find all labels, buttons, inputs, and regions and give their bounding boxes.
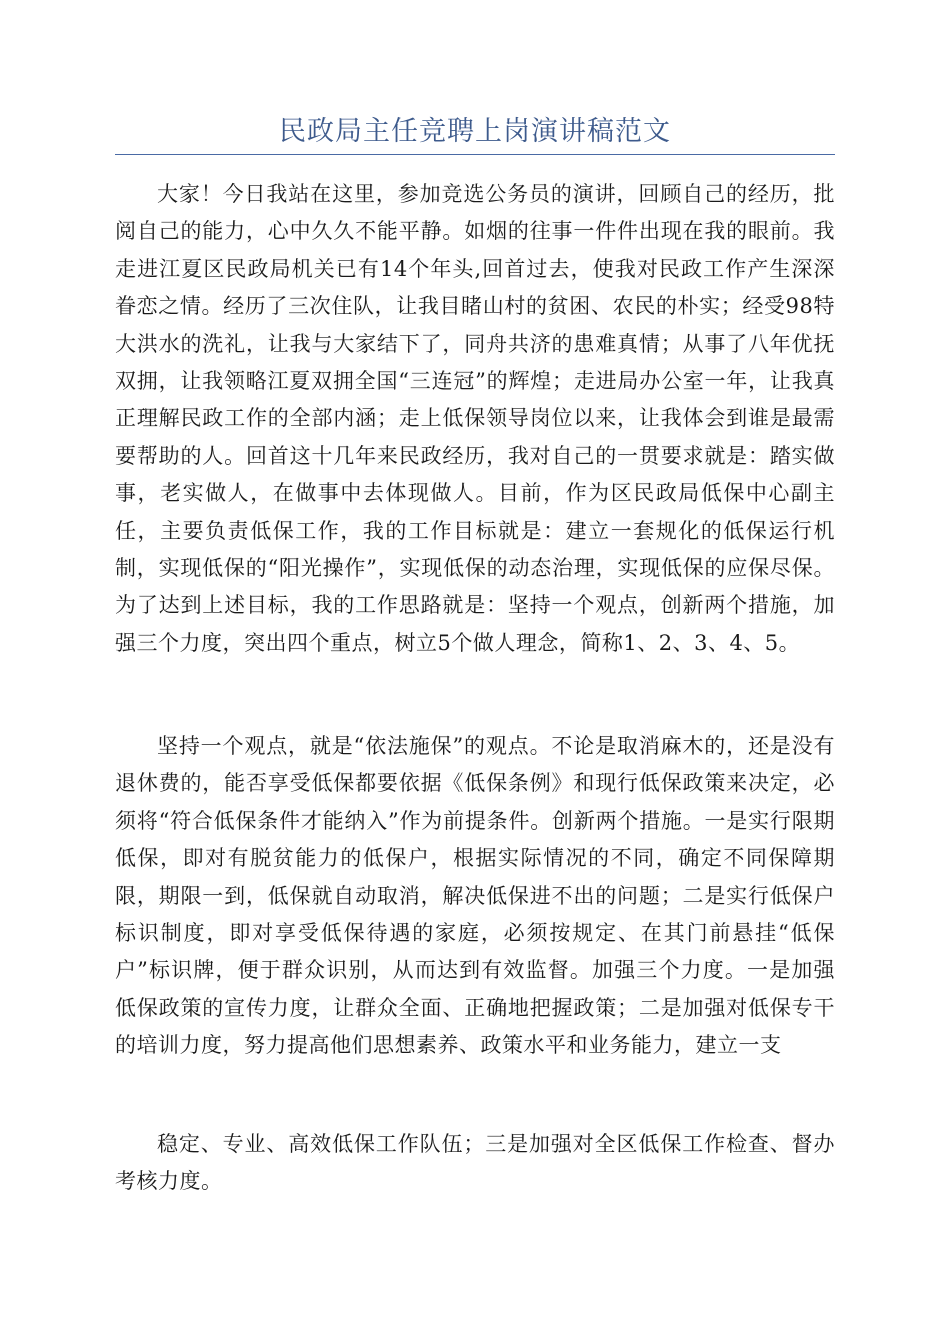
paragraph-1: 大家！今日我站在这里，参加竞选公务员的演讲，回顾自己的经历，批阅自己的能力，心中久久不能平静。如烟的往事一件件出现在我的眼前。我走进江夏区民政局机关已有14个年头,回首过去，使我对民政工作产生深深眷恋之情。经历了三次住队，让我目睹山村的贫困、农民的朴实；经受98特大洪水的洗礼，让我与大家结下了，同舟共济的患难真情；从事了八年优抚双拥，让我领略江夏双拥全国“三连冠”的辉煌；走进局办公室一年，让我真正理解民政工作的全部内涵；走上低保领导岗位以来，让我体会到谁是最需要帮助的人。回首这十几年来民政经历，我对自己的一贯要求就是：踏实做事，老实做人，在做事中去体现做人。目前，作为区民政局低保中心副主任，主要负责低保工作，我的工作目标就是：建立一套规化的低保运行机制，实现低保的“阳光操作”，实现低保的动态治理，实现低保的应保尽保。为了达到上述目标，我的工作思路就是：坚持一个观点，创新两个措施，加强三个力度，突出四个重点，树立5个做人理念，简称1、2、3、4、5。 bbox=[115, 182, 835, 655]
title-underline bbox=[115, 154, 835, 155]
document-title: 民政局主任竞聘上岗演讲稿范文 bbox=[279, 116, 671, 147]
paragraph-3: 稳定、专业、高效低保工作队伍；三是加强对全区低保工作检查、督办考核力度。 bbox=[115, 1132, 835, 1194]
paragraph-2: 坚持一个观点，就是“依法施保”的观点。不论是取消麻木的，还是没有退休费的，能否享受低保都要依据《低保条例》和现行低保政策来决定，必须将“符合低保条件才能纳入”作为前提条件。创新两个措施。一是实行限期低保，即对有脱贫能力的低保户，根据实际情况的不同，确定不同保障期限，期限一到，低保就自动取消，解决低保进不出的问题；二是实行低保户标识制度，即对享受低保待遇的家庭，必须按规定、在其门前悬挂“低保户”标识牌，便于群众识别，从而达到有效监督。加强三个力度。一是加强低保政策的宣传力度，让群众全面、正确地把握政策；二是加强对低保专干的培训力度，努力提高他们思想素养、政策水平和业务能力，建立一支 bbox=[115, 734, 835, 1058]
